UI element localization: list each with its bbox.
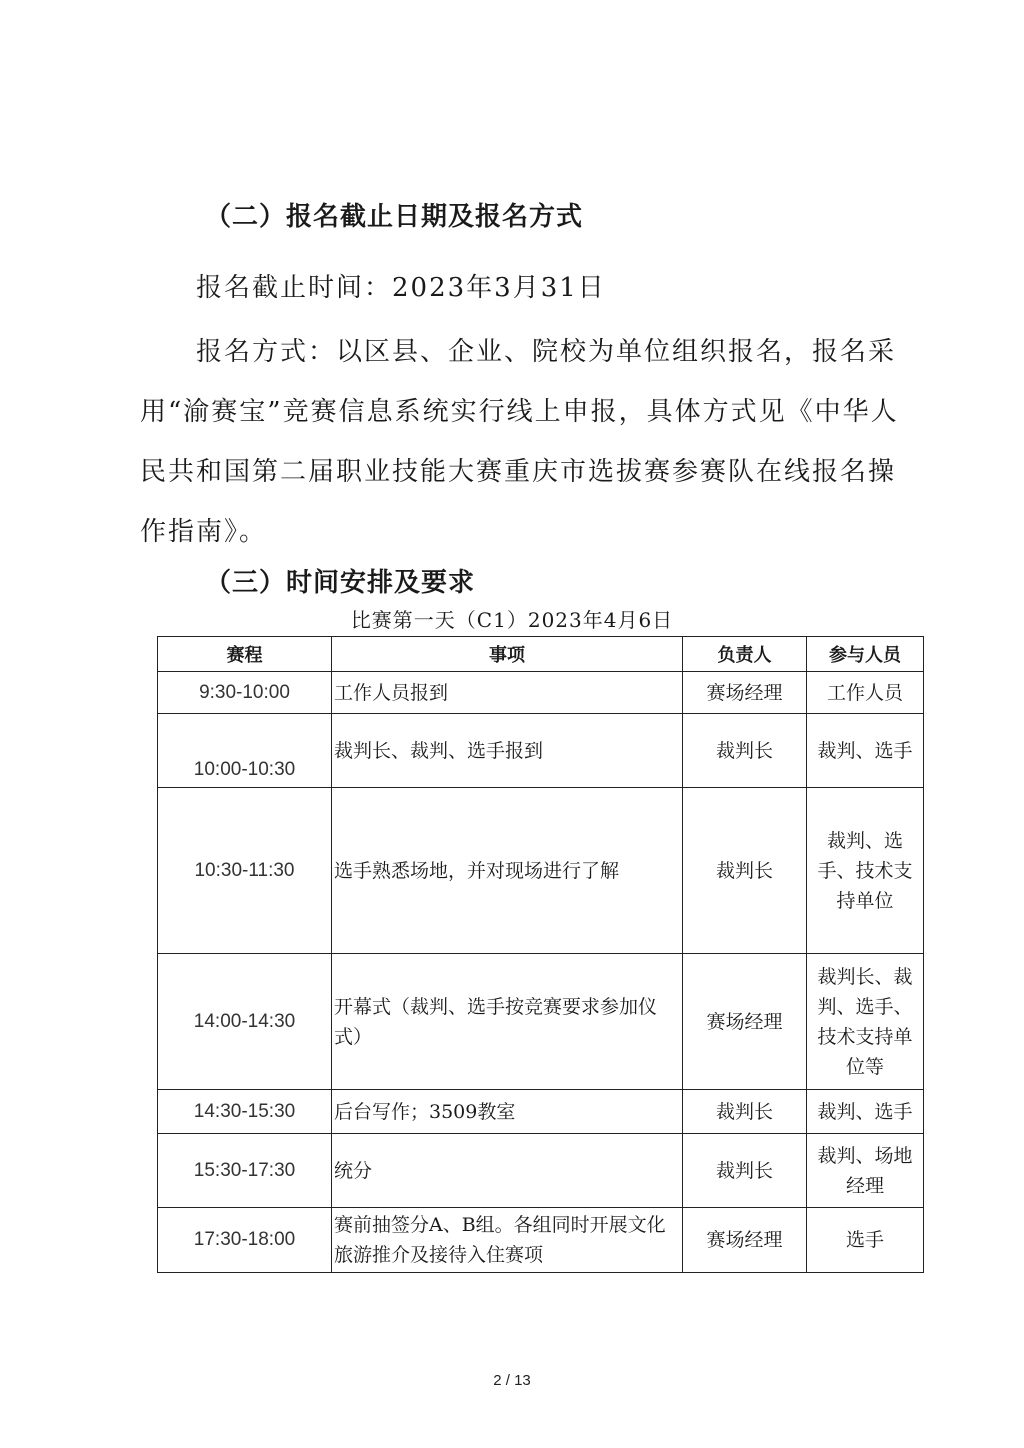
- header-participants: 参与人员: [807, 637, 924, 672]
- time-cell: 10:00-10:30: [158, 714, 332, 788]
- table-row: [158, 1134, 924, 1208]
- participants-cell: 裁判、选手: [807, 1090, 924, 1134]
- item-cell: 开幕式（裁判、选手按竞赛要求参加仪式）: [332, 954, 683, 1090]
- owner-cell: 赛场经理: [683, 672, 807, 714]
- owner-cell: 裁判长: [683, 714, 807, 788]
- page-number: 2 / 13: [493, 1372, 531, 1389]
- time-cell: 14:00-14:30: [158, 954, 332, 1090]
- participants-cell: 选手: [807, 1208, 924, 1273]
- time-cell: 9:30-10:00: [158, 672, 332, 714]
- owner-cell: 裁判长: [683, 1090, 807, 1134]
- participants-cell: 裁判长、裁判、选手、技术支持单位等: [807, 954, 924, 1090]
- time-cell: 17:30-18:00: [158, 1208, 332, 1273]
- participants-cell: 裁判、选手: [807, 714, 924, 788]
- section-2-heading: （二）报名截止日期及报名方式: [205, 202, 584, 232]
- registration-method-text: 报名方式：以区县、企业、院校为单位组织报名，报名采用“渝赛宝”竞赛信息系统实行线上申报，具体方式见《中华人民共和国第二届职业技能大赛重庆市选拔赛参赛队在线报名操作指南》。: [140, 337, 899, 547]
- time-cell: 14:30-15:30: [158, 1090, 332, 1134]
- participants-cell: 裁判、场地经理: [807, 1134, 924, 1208]
- item-cell: 赛前抽签分A、B组。各组同时开展文化旅游推介及接待入住赛项: [332, 1208, 683, 1273]
- item-cell: 统分: [332, 1134, 683, 1208]
- owner-cell: 赛场经理: [683, 1208, 807, 1273]
- owner-cell: 赛场经理: [683, 954, 807, 1090]
- participants-cell: 裁判、选手、技术支持单位: [807, 788, 924, 954]
- header-item: 事项: [332, 637, 683, 672]
- item-cell: 裁判长、裁判、选手报到: [332, 714, 683, 788]
- table-row: [158, 714, 924, 788]
- time-cell: 15:30-17:30: [158, 1134, 332, 1208]
- owner-cell: 裁判长: [683, 788, 807, 954]
- table-header-row: [158, 637, 924, 672]
- deadline-text: 报名截止时间：2023年3月31日: [196, 273, 606, 303]
- table-row: [158, 788, 924, 954]
- header-owner: 负责人: [683, 637, 807, 672]
- owner-cell: 裁判长: [683, 1134, 807, 1208]
- table-row: [158, 1208, 924, 1273]
- table-row: [158, 1090, 924, 1134]
- participants-cell: 工作人员: [807, 672, 924, 714]
- time-cell: 10:30-11:30: [158, 788, 332, 954]
- table-row: [158, 954, 924, 1090]
- section-3-heading: （三）时间安排及要求: [205, 568, 476, 598]
- item-cell: 后台写作；3509教室: [332, 1090, 683, 1134]
- table-caption: 比赛第一天（C1）2023年4月6日: [350, 608, 674, 632]
- header-schedule: 赛程: [158, 637, 332, 672]
- schedule-table: [157, 636, 924, 1273]
- item-cell: 工作人员报到: [332, 672, 683, 714]
- item-cell: 选手熟悉场地，并对现场进行了解: [332, 788, 683, 954]
- table-row: [158, 672, 924, 714]
